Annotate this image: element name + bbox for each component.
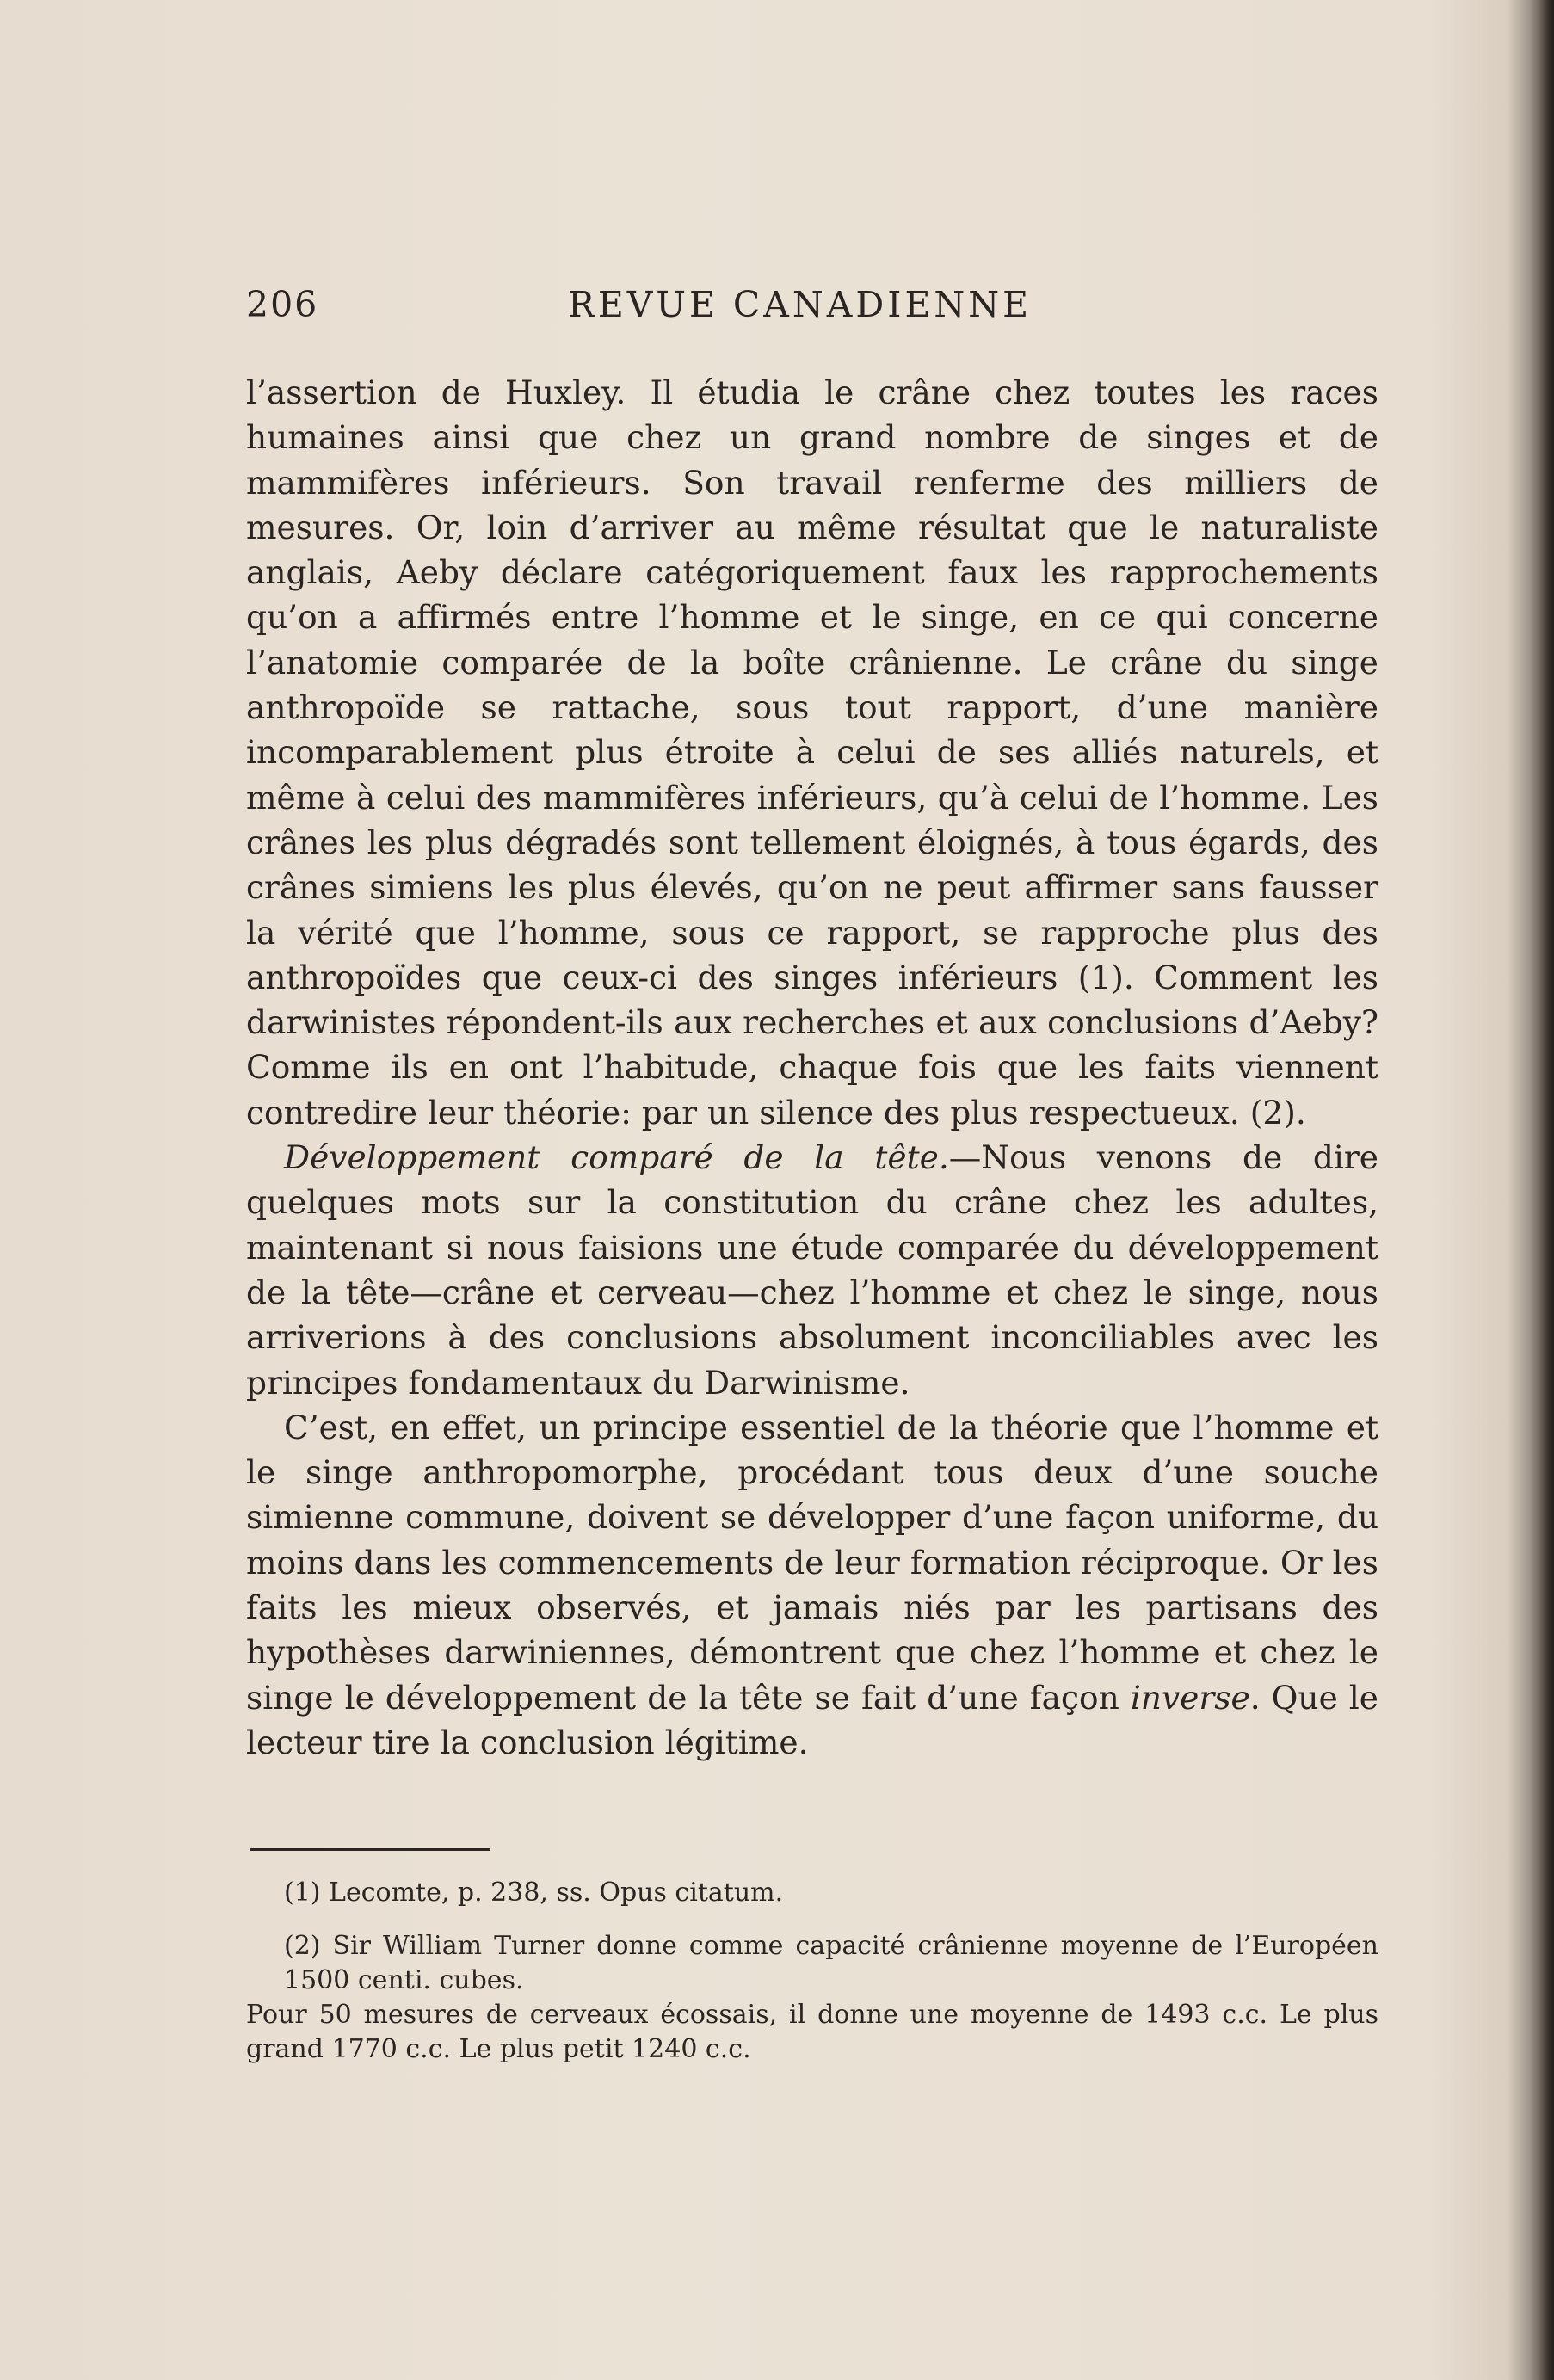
emphasis-inverse: inverse xyxy=(1130,1678,1250,1717)
footnote-2-continued: Pour 50 mesures de cerveaux écossais, il donne une moyenne de 1493 c.c. Le plus grand 1770 c.c. Le plus petit 1240 c.c. xyxy=(246,2000,1378,2064)
page-edge-shadow xyxy=(1530,0,1554,2380)
paragraph-2-text: —Nous venons de dire quelques mots sur la constitution du crâne chez les adultes, maintenant si nous faisions une étude comparée du développement de la tête—crâne et cerveau—chez l’homme et chez le singe, nous arriverions à des conclusions absolument inconciliables avec les principes fondamentaux du Darwinisme. xyxy=(246,1138,1378,1402)
paragraph-3-end: . Que le lecteur tire la conclusion légitime. xyxy=(246,1678,1378,1761)
paragraph-3 xyxy=(246,1405,1378,1765)
running-title: REVUE CANADIENNE xyxy=(568,284,1033,325)
footnote-rule xyxy=(250,1848,490,1851)
footnotes xyxy=(246,1876,1378,2067)
section-heading: Développement comparé de la tête. xyxy=(284,1138,949,1177)
main-text xyxy=(246,370,1378,1765)
footnote-2: (2) Sir William Turner donne comme capacité crânienne moyenne de l’Européen 1500 centi. cubes. xyxy=(284,1931,1378,1995)
page-header xyxy=(246,284,1391,332)
paragraph-3-start: C’est, en effet, un principe essentiel de la théorie que l’homme et le singe anthropomorphe, procédant tous deux d’une souche simienne commune, doivent se développer d’une façon uniforme, du moins dans les commencements de leur formation réciproque. Or les faits les mieux observés, et jamais niés par les partisans des hypothèses darwiniennes, démontrent que chez l’homme et chez le singe le développement de la tête se fait d’une façon xyxy=(246,1408,1378,1717)
page-number: 206 xyxy=(246,284,319,325)
paragraph-2 xyxy=(246,1135,1378,1405)
paragraph-1: l’assertion de Huxley. Il étudia le crâne chez toutes les races humaines ainsi que chez un grand nombre de singes et de mammifères inférieurs. Son travail renferme des milliers de mesures. Or, loin d’arriver au même résultat que le naturaliste anglais, Aeby déclare catégoriquement faux les rapprochements qu’on a affirmés entre l’homme et le singe, en ce qui concerne l’anatomie comparée de la boîte crânienne. Le crâne du singe anthropoïde se rattache, sous tout rapport, d’une manière incomparablement plus étroite à celui de ses alliés naturels, et même à celui des mammifères inférieurs, qu’à celui de l’homme. Les crânes les plus dégradés sont tellement éloignés, à tous égards, des crânes simiens les plus élevés, qu’on ne peut affirmer sans fausser la vérité que l’homme, sous ce rapport, se rapproche plus des anthropoïdes que ceux-ci des singes inférieurs (1). Comment les darwinistes répondent-ils aux recherches et aux conclusions d’Aeby? Comme ils en ont l’habitude, chaque fois que les faits viennent contredire leur théorie: par un silence des plus respectueux. (2). xyxy=(246,373,1378,1131)
footnote-1: (1) Lecomte, p. 238, ss. Opus citatum. xyxy=(284,1877,784,1908)
